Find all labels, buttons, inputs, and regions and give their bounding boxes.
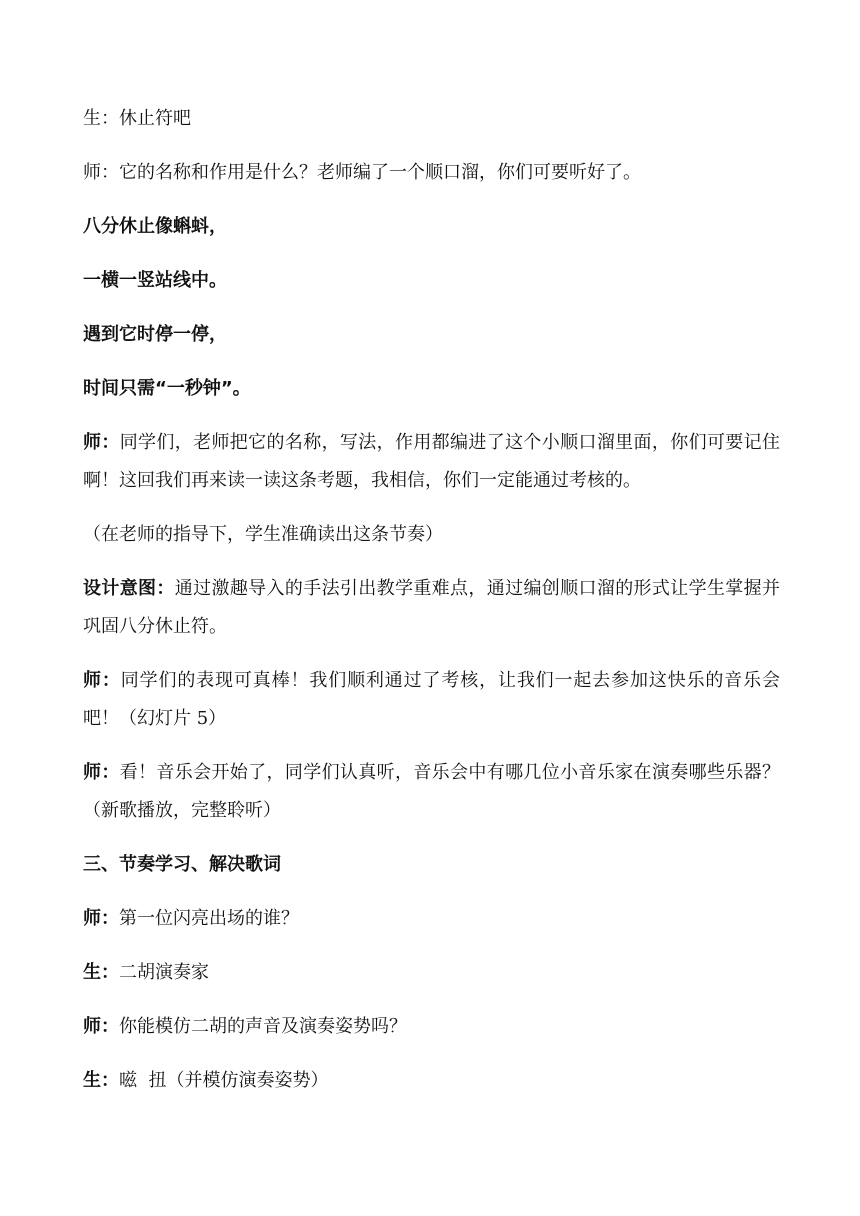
rhyme-text: 时间只需“一秒钟”。 bbox=[83, 378, 251, 399]
speaker-label: 师： bbox=[83, 670, 121, 691]
paragraph-text: 第一位闪亮出场的谁？ bbox=[119, 908, 299, 929]
paragraph-teacher-question bbox=[83, 154, 780, 192]
paragraph-text: 生：休止符吧 bbox=[83, 108, 191, 129]
speaker-label: 师： bbox=[83, 908, 119, 929]
paragraph-student-erhu bbox=[83, 954, 780, 992]
paragraph-text: 同学们的表现可真棒！我们顺利通过了考核，让我们一起去参加这快乐的音乐会吧！（幻灯片 5） bbox=[83, 670, 781, 729]
speaker-label: 师： bbox=[83, 432, 120, 453]
paragraph-text: 看！音乐会开始了，同学们认真听，音乐会中有哪几位小音乐家在演奏哪些乐器？（新歌播放，完整聆听） bbox=[83, 762, 780, 821]
rhyme-line-3 bbox=[83, 316, 780, 354]
speaker-label: 师： bbox=[83, 1016, 119, 1037]
paragraph-text: 你能模仿二胡的声音及演奏姿势吗？ bbox=[119, 1016, 407, 1037]
rhyme-text: 遇到它时停一停， bbox=[83, 324, 227, 345]
design-intent-label: 设计意图： bbox=[83, 578, 175, 599]
document-body bbox=[83, 100, 780, 1116]
speaker-label: 生： bbox=[83, 1070, 119, 1091]
paragraph-student-imitate bbox=[83, 1062, 780, 1100]
rhyme-text: 一横一竖站线中。 bbox=[83, 270, 227, 291]
paragraph-text: 嗞 扭（并模仿演奏姿势） bbox=[119, 1070, 329, 1091]
section-heading bbox=[83, 846, 780, 884]
paragraph-student-answer-rest bbox=[83, 100, 780, 138]
speaker-label: 生： bbox=[83, 962, 119, 983]
paragraph-stage-note bbox=[83, 516, 780, 554]
rhyme-text: 八分休止像蝌蚪， bbox=[83, 216, 227, 237]
paragraph-text: 二胡演奏家 bbox=[119, 962, 209, 983]
rhyme-line-4 bbox=[83, 370, 780, 408]
paragraph-teacher-concert bbox=[83, 754, 780, 830]
speaker-label: 师： bbox=[83, 762, 120, 783]
paragraph-teacher-first-performer bbox=[83, 900, 780, 938]
paragraph-text: 师：它的名称和作用是什么？老师编了一个顺口溜，你们可要听好了。 bbox=[83, 162, 641, 183]
paragraph-teacher-praise bbox=[83, 662, 780, 738]
paragraph-text: 同学们，老师把它的名称，写法，作用都编进了这个小顺口溜里面，你们可要记住啊！这回我们再来读一读这条考题，我相信，你们一定能通过考核的。 bbox=[83, 432, 780, 491]
rhyme-line-2 bbox=[83, 262, 780, 300]
paragraph-teacher-remember bbox=[83, 424, 780, 500]
section-heading-text: 三、节奏学习、解决歌词 bbox=[83, 854, 281, 875]
rhyme-line-1 bbox=[83, 208, 780, 246]
paragraph-design-intent bbox=[83, 570, 780, 646]
paragraph-teacher-imitate bbox=[83, 1008, 780, 1046]
paragraph-text: 通过激趣导入的手法引出教学重难点，通过编创顺口溜的形式让学生掌握并巩固八分休止符。 bbox=[83, 578, 781, 637]
paragraph-text: （在老师的指导下，学生准确读出这条节奏） bbox=[83, 524, 443, 545]
